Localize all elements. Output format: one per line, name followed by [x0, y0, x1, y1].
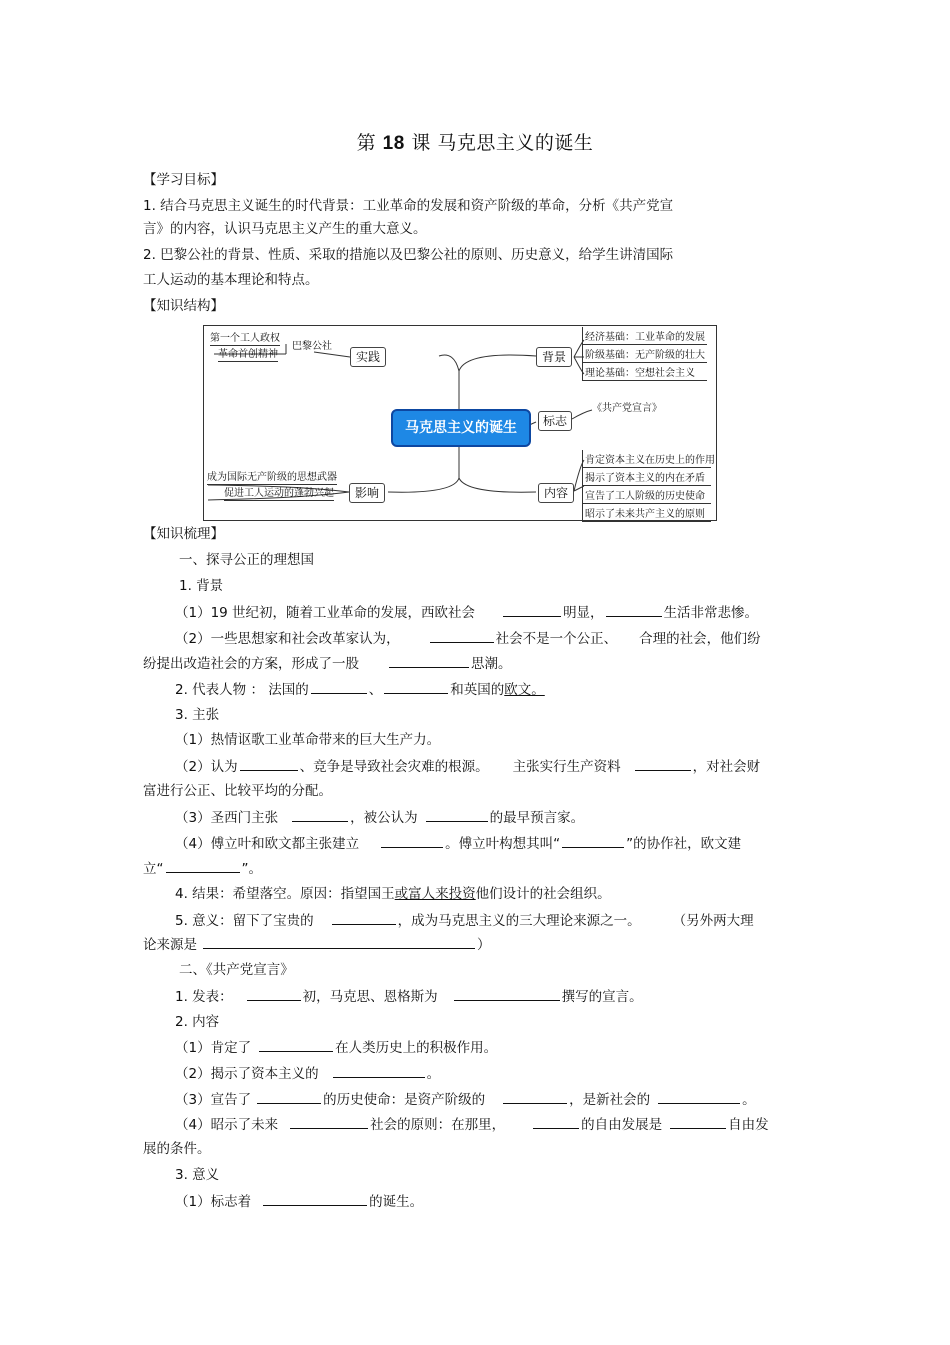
goal-line-1: 1. 结合马克思主义诞生的时代背景：工业革命的发展和资产阶级的革命，分析《共产党宣 [143, 198, 674, 214]
title-prefix: 第 [356, 132, 383, 154]
title-text: 课 马克思主义的诞生 [404, 132, 594, 154]
leaf-reveal-contradiction: 揭示了资本主义的内在矛盾 [583, 468, 711, 486]
blank[interactable] [290, 1114, 368, 1129]
blank[interactable] [203, 934, 475, 949]
review-header: 【知识梳理】 [143, 526, 224, 542]
section1-heading: 一、探寻公正的理想国 [179, 552, 314, 568]
leaf-theory-basis: 理论基础：空想社会主义 [583, 363, 707, 381]
blank[interactable] [384, 679, 448, 694]
leaf-affirm-capitalism: 肯定资本主义在历史上的作用 [583, 450, 711, 468]
blank[interactable] [503, 1089, 567, 1104]
leaf-future-principle: 昭示了未来共产主义的原则 [583, 504, 711, 522]
blank[interactable] [533, 1114, 579, 1129]
s1-claims: 3. 主张 [175, 707, 220, 723]
s2-significance-heading: 3. 意义 [175, 1167, 220, 1183]
leaf-first-workers-regime: 第一个工人政权 [210, 333, 280, 344]
s2-content-1: （1）肯定了 在人类历史上的积极作用。 [175, 1037, 497, 1058]
node-influence: 影响 [349, 483, 385, 503]
s2-content-4: （4）昭示了未来 社会的原则：在那里， 的自由发展是 自由发 [175, 1114, 769, 1135]
s1-claim-2-cont: 富进行公正、比较平均的分配。 [143, 783, 332, 799]
s2-publish: 1. 发表： 初，马克思、恩格斯为 撰写的宣言。 [175, 986, 643, 1007]
blank[interactable] [247, 986, 301, 1001]
blank[interactable] [430, 628, 494, 643]
s2-significance-1: （1）标志着 的诞生。 [175, 1191, 423, 1212]
node-background: 背景 [536, 347, 572, 367]
s1-representatives: 2. 代表人物 ： 法国的 、 和英国的欧文。 [175, 679, 545, 700]
blank[interactable] [454, 986, 560, 1001]
node-sign: 标志 [538, 411, 572, 431]
blank[interactable] [426, 807, 488, 822]
leaf-workers-movement: 促进工人运动的蓬勃兴起 [224, 488, 334, 499]
blank[interactable] [332, 910, 396, 925]
blank[interactable] [658, 1089, 740, 1104]
s2-content-2: （2）揭示了资本主义的 。 [175, 1063, 440, 1084]
leaf-communist-manifesto: 《共产党宣言》 [592, 403, 662, 414]
blank[interactable] [292, 807, 348, 822]
blank[interactable] [670, 1114, 726, 1129]
s1-claim-4-cont: 立“ ”。 [143, 858, 262, 879]
s1-claim-4: （4）傅立叶和欧文都主张建立 。傅立叶构想其叫“ ”的协作社，欧文建 [175, 833, 741, 854]
content-leaves [582, 450, 715, 522]
blank[interactable] [606, 602, 662, 617]
s2-content-heading: 2. 内容 [175, 1014, 220, 1030]
s2-content-4-cont: 展的条件。 [143, 1141, 211, 1157]
s1-line-1: （1）19 世纪初，随着工业革命的发展，西欧社会 明显， 生活非常悲惨。 [175, 602, 758, 623]
knowledge-mindmap [203, 325, 717, 521]
leaf-class-basis: 阶级基础：无产阶级的壮大 [583, 345, 707, 363]
s1-claim-2: （2）认为 、竞争是导致社会灾难的根源。 主张实行生产资料 ，对社会财 [175, 756, 760, 777]
blank[interactable] [562, 833, 624, 848]
s1-claim-1: （1）热情讴歌工业革命带来的巨大生产力。 [175, 732, 441, 748]
blank[interactable] [240, 756, 298, 771]
blank[interactable] [259, 1037, 333, 1052]
leaf-economic-basis: 经济基础：工业革命的发展 [583, 327, 707, 345]
s1-line-2: （2）一些思想家和社会改革家认为， 社会不是一个公正、 合理的社会，他们纷 [175, 628, 761, 649]
blank[interactable] [389, 653, 469, 668]
s1-result: 4. 结果：希望落空。原因：指望国王或富人来投资他们设计的社会组织。 [175, 886, 611, 902]
blank[interactable] [311, 679, 367, 694]
s1-significance-cont: 论来源是 ） [143, 934, 491, 955]
s1-significance: 5. 意义：留下了宝贵的 ，成为马克思主义的三大理论来源之一。 （另外两大理 [175, 910, 754, 931]
leaf-declare-mission: 宣告了工人阶级的历史使命 [583, 486, 711, 504]
node-practice: 实践 [350, 347, 386, 367]
blank[interactable] [333, 1063, 425, 1078]
leaf-ideological-weapon: 成为国际无产阶级的思想武器 [207, 472, 337, 483]
blank[interactable] [257, 1089, 321, 1104]
leaf-revolutionary-spirit: 革命首创精神 [218, 349, 278, 360]
mindmap-center-node: 马克思主义的诞生 [391, 409, 531, 447]
blank[interactable] [381, 833, 443, 848]
s1-claim-3: （3）圣西门主张 ，被公认为 的最早预言家。 [175, 807, 584, 828]
node-content: 内容 [538, 483, 574, 503]
s2-content-3: （3）宣告了 的历史使命：是资产阶级的 ，是新社会的 。 [175, 1089, 756, 1110]
page-title [0, 128, 950, 155]
leaf-paris-commune: 巴黎公社 [292, 341, 332, 352]
s1-background: 1. 背景 [179, 578, 224, 594]
title-lesson-number: 18 [382, 133, 405, 154]
blank[interactable] [263, 1191, 367, 1206]
goal-line-2: 言》的内容，认识马克思主义产生的重大意义。 [143, 221, 427, 237]
background-leaves [582, 327, 707, 381]
structure-header: 【知识结构】 [143, 298, 224, 314]
blank[interactable] [635, 756, 691, 771]
blank[interactable] [503, 602, 561, 617]
goals-header: 【学习目标】 [143, 172, 224, 188]
goal-line-4: 工人运动的基本理论和特点。 [143, 272, 319, 288]
goal-line-3: 2. 巴黎公社的背景、性质、采取的措施以及巴黎公社的原则、历史意义，给学生讲清国际 [143, 247, 674, 263]
s1-line-3: 纷提出改造社会的方案，形成了一股 思潮。 [143, 653, 512, 674]
section2-heading: 二、《共产党宣言》 [179, 962, 294, 978]
blank[interactable] [166, 858, 240, 873]
